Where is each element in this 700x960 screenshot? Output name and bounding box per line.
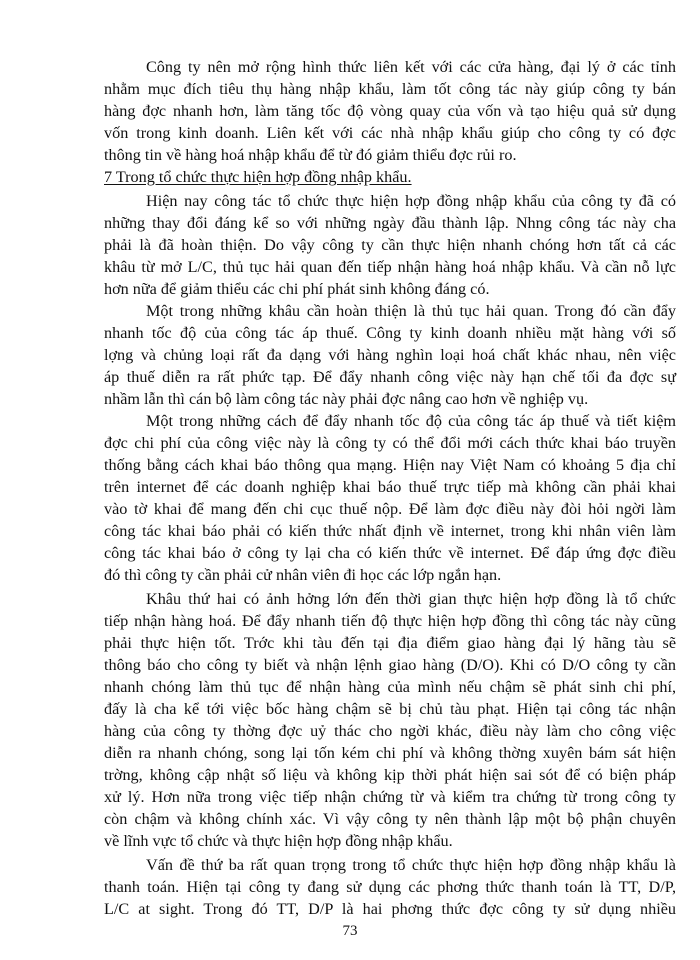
paragraph-line: hàng của công ty thờng đợc uỷ thác cho ngời khác, điều này làm cho công việc	[104, 722, 676, 740]
paragraph-line: đấy là cha kể tới việc bốc hàng chậm sẽ bị chủ tàu phạt. Hiện tại công tác nhận	[104, 700, 676, 718]
paragraph-line: vào tờ khai để mang đến chi cục thuế nộp. Để làm đợc điều này đòi hỏi ngời làm	[104, 500, 676, 518]
paragraph-line: công tác khai báo ở công ty lại cha có kiến thức về internet. Để đáp ứng đợc điều	[104, 544, 676, 562]
paragraph-line: áp thuế diễn ra rất phức tạp. Để đẩy nhanh công việc này hạn chế tối đa đợc sự	[104, 368, 676, 386]
paragraph-line: hàng đợc nhanh hơn, làm tăng tốc độ vòng quay của vốn và tạo hiệu quả sử dụng	[104, 102, 676, 120]
paragraph-line: còn chậm và không chính xác. Vì vậy công ty nên thành lập một bộ phận chuyên	[104, 810, 676, 828]
paragraph-line: những thay đổi đáng kể so với những ngày đầu thành lập. Nhng công tác này cha	[104, 214, 676, 232]
paragraph-line: đó thì công ty cần phải cử nhân viên đi học các lớp ngắn hạn.	[104, 566, 502, 584]
section-heading: 7 Trong tổ chức thực hiện hợp đồng nhập khẩu.	[104, 168, 412, 186]
paragraph-line: Một trong những cách để đẩy nhanh tốc độ của công tác áp thuế và tiết kiệm	[146, 412, 676, 430]
paragraph-line: về lĩnh vực tổ chức và thực hiện hợp đồng nhập khẩu.	[104, 832, 453, 850]
paragraph-line: Một trong những khâu cần hoàn thiện là thủ tục hải quan. Trong đó cần đẩy	[146, 302, 676, 320]
paragraph-line: nhằm mục đích tiêu thụ hàng nhập khẩu, làm tốt công tác này giúp công ty bán	[104, 80, 676, 98]
paragraph-line: thông báo cho công ty biết và nhận lệnh giao hàng (D/O). Khi có D/O công ty cần	[104, 656, 676, 674]
paragraph-line: đợc chi phí của công việc này là công ty có thể đổi mới cách thức khai báo truyền	[104, 434, 676, 452]
page-number: 73	[342, 923, 358, 939]
paragraph-line: thống bằng cách khai báo thông qua mạng. Hiện nay Việt Nam có khoảng 5 địa chỉ	[104, 456, 676, 474]
paragraph-line: thông tin về hàng hoá nhập khẩu để từ đó giảm thiểu đợc rủi ro.	[104, 146, 517, 164]
paragraph-line: khâu từ mở L/C, thủ tục hải quan đến tiếp nhận hàng hoá nhập khẩu. Và cần nỗ lực	[104, 258, 676, 276]
paragraph-line: nhanh tốc độ của công tác áp thuế. Công ty kinh doanh nhiều mặt hàng với số	[104, 324, 676, 342]
paragraph-line: thanh toán. Hiện tại công ty đang sử dụng các phơng thức thanh toán là TT, D/P,	[104, 878, 676, 896]
paragraph-line: vốn trong kinh doanh. Liên kết với các nhà nhập khẩu giúp cho công ty có đợc	[104, 124, 676, 142]
paragraph-line: Hiện nay công tác tổ chức thực hiện hợp đồng nhập khẩu của công ty đã có	[146, 192, 676, 210]
paragraph-line: xử lý. Hơn nữa trong việc tiếp nhận chứng từ và kiểm tra chứng từ trong công ty	[104, 788, 676, 806]
paragraph-line: trên internet để các doanh nghiệp khai báo thuế trực tiếp mà không cần phải khai	[104, 478, 676, 496]
paragraph-line: lợng và chủng loại rất đa dạng với hàng nghìn loại hoá chất khác nhau, nên việc	[104, 346, 676, 364]
paragraph-line: phải là đã hoàn thiện. Do vậy công ty cần thực hiện nhanh chóng hơn tất cả các	[104, 236, 676, 254]
paragraph-line: nhầm lẫn thì cán bộ làm công tác này phải đợc nâng cao hơn về nghiệp vụ.	[104, 390, 589, 408]
paragraph-line: hơn nữa để giảm thiểu các chi phí phát sinh không đáng có.	[104, 280, 490, 298]
paragraph-line: tiếp nhận hàng hoá. Để đẩy nhanh tiến độ thực hiện hợp đồng thì công tác này cũng	[104, 612, 676, 630]
paragraph-line: phải thực hiện tốt. Trớc khi tàu đến tại địa điểm giao hàng đại lý hãng tàu sẽ	[104, 634, 676, 652]
paragraph-line: công tác khai báo phải có kiến thức nhất định về internet, trong khi nhân viên làm	[104, 522, 676, 540]
paragraph-line: nhanh chóng làm thủ tục để nhận hàng của mình nếu chậm sẽ phát sinh chi phí,	[104, 678, 676, 696]
paragraph-line: diễn ra nhanh chóng, song lại tốn kém chi phí và không thờng xuyên bám sát hiện	[104, 744, 676, 762]
paragraph-line: L/C at sight. Trong đó TT, D/P là hai phơng thức đợc công ty sử dụng nhiều	[104, 900, 676, 918]
paragraph-line: Khâu thứ hai có ảnh hởng lớn đến thời gian thực hiện hợp đồng là tổ chức	[146, 590, 676, 608]
paragraph-line: Vấn đề thứ ba rất quan trọng trong tổ chức thực hiện hợp đồng nhập khẩu là	[146, 856, 676, 874]
paragraph-line: Công ty nên mở rộng hình thức liên kết với các cửa hàng, đại lý ở các tỉnh	[146, 58, 676, 76]
paragraph-line: trờng, không cập nhật số liệu và không kịp thời phát hiện sai sót để có biện pháp	[104, 766, 676, 784]
